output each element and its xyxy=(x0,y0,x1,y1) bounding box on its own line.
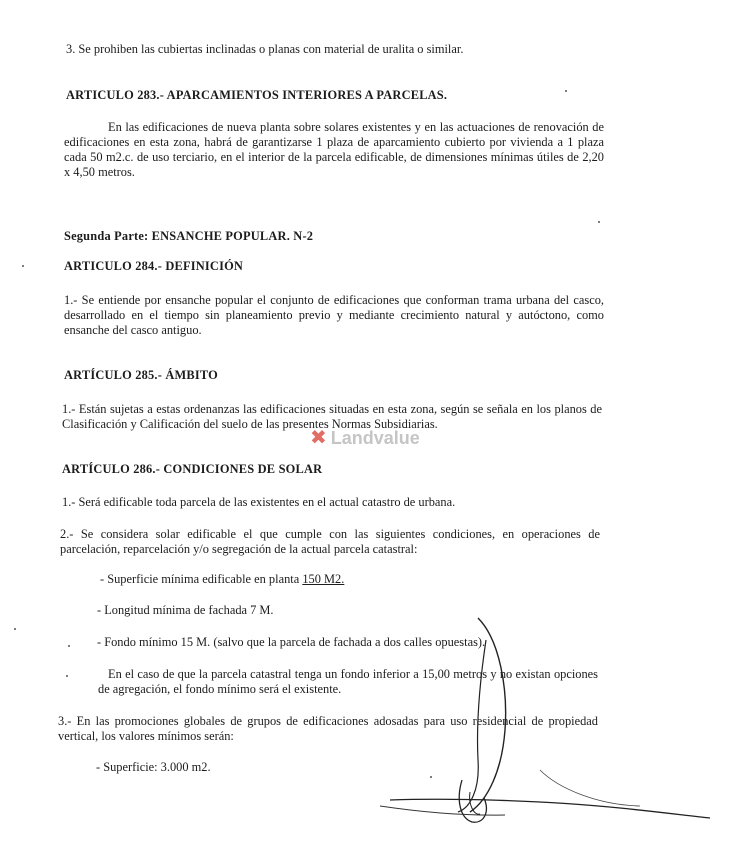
bullet-min-depth: - Fondo mínimo 15 M. (salvo que la parcela de fachada a dos calles opuestas). xyxy=(97,635,486,649)
bullet-min-surface-group: - Superficie: 3.000 m2. xyxy=(96,760,211,774)
scan-speck xyxy=(430,776,432,778)
item-3-prohibition: 3. Se prohiben las cubiertas inclinadas o planas con material de uralita o similar. xyxy=(66,42,464,56)
scan-speck xyxy=(565,90,567,92)
part-2-title: Segunda Parte: ENSANCHE POPULAR. N-2 xyxy=(64,229,314,243)
scan-speck xyxy=(66,675,68,677)
article-283-title: ARTICULO 283.- APARCAMIENTOS INTERIORES A PARCELAS. xyxy=(66,88,448,102)
article-286-paragraph-2: 2.- Se considera solar edificable el que cumple con las siguientes condiciones, en operaciones de parcelación, reparcelación y/o segregación de la actual parcela catastral: xyxy=(60,527,600,556)
bullet-min-facade: - Longitud mínima de fachada 7 M. xyxy=(97,603,274,617)
bullet-min-surface: - Superficie mínima edificable en planta 150 M2. xyxy=(100,572,345,586)
landvalue-watermark xyxy=(310,428,420,448)
article-286-paragraph-1: 1.- Será edificable toda parcela de las existentes en el actual catastro de urbana. xyxy=(62,495,456,509)
scan-speck xyxy=(22,265,24,267)
article-283-body: En las edificaciones de nueva planta sobre solares existentes y en las actuaciones de renovación de edificaciones en esta zona, habrá de garantizarse 1 plaza de aparcamiento cubierto por vivienda a 1 plaza cada 50 m2.c. de uso terciario, en el interior de la parcela edificable, de dimensiones mínimas útiles de 2,20 x 4,50 metros. xyxy=(64,120,604,179)
scan-speck xyxy=(598,221,600,223)
article-285-body: 1.- Están sujetas a estas ordenanzas las edificaciones situadas en esta zona, según se señala en los planos de Clasificación y Calificación del suelo de las presentes Normas Subsidiarias. xyxy=(62,402,602,431)
article-284-body: 1.- Se entiende por ensanche popular el conjunto de edificaciones que conforman trama urbana del casco, desarrollado en el tiempo sin planeamiento previo y mediante crecimiento natural y autóctono, como ensanche del casco antiguo. xyxy=(64,293,604,337)
x-logo-icon: ✖ xyxy=(310,427,327,449)
article-286-title: ARTÍCULO 286.- CONDICIONES DE SOLAR xyxy=(62,462,323,476)
article-284-title: ARTICULO 284.- DEFINICIÓN xyxy=(64,259,244,273)
article-286-paragraph-3: 3.- En las promociones globales de grupos de edificaciones adosadas para uso residencial de propiedad vertical, los valores mínimos serán: xyxy=(58,714,598,743)
scan-speck xyxy=(14,628,16,630)
article-285-title: ARTÍCULO 285.- ÁMBITO xyxy=(64,368,218,382)
scan-speck xyxy=(68,645,70,647)
bullet-depth-exception: En el caso de que la parcela catastral tenga un fondo inferior a 15,00 metros y no existan opciones de agregación, el fondo mínimo será el existente. xyxy=(98,667,598,696)
watermark-text: Landvalue xyxy=(330,427,420,448)
